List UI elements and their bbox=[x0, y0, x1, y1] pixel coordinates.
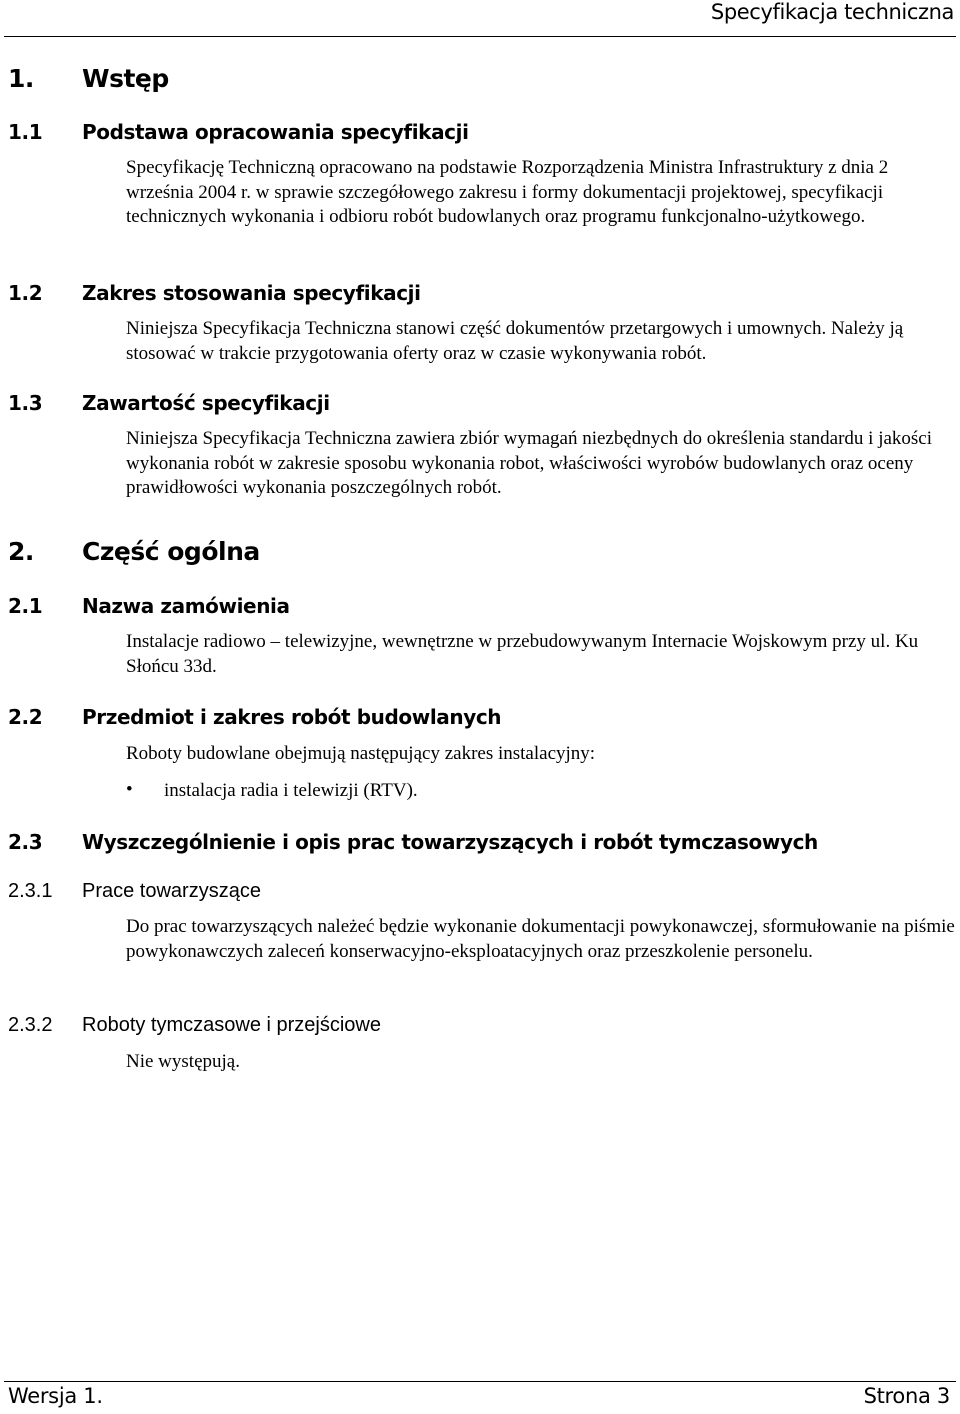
section-number: 2. bbox=[8, 537, 34, 566]
section-title: Nazwa zamówienia bbox=[82, 594, 290, 618]
section-title: Zawartość specyfikacji bbox=[82, 391, 330, 415]
footer-version: Wersja 1. bbox=[8, 1384, 103, 1408]
paragraph-2-1: Instalacje radiowo – telewizyjne, wewnętrzne w przebudowywanym Internacie Wojskowym przy ul. Ku Słońcu 33d. bbox=[126, 631, 919, 677]
section-number: 2.3 bbox=[8, 830, 43, 854]
paragraph-1-3: Niniejsza Specyfikacja Techniczna zawiera zbiór wymagań niezbędnych do określenia standardu i jakości wykonania robót w zakresie sposobu wykonania robot, właściwości wyrobów budowlanych oraz oceny prawidłowości wykonania poszczególnych robót. bbox=[126, 428, 933, 498]
section-title: Prace towarzyszące bbox=[82, 880, 261, 902]
paragraph-2-3-1: Do prac towarzyszących należeć będzie wykonanie dokumentacji powykonawczej, sformułowanie na piśmie powykonawczych zaleceń konserwacyjno-eksploatacyjnych oraz przeszkolenie personelu. bbox=[126, 916, 955, 962]
section-number: 2.1 bbox=[8, 594, 43, 618]
footer-divider bbox=[4, 1381, 956, 1382]
paragraph-1-2: Niniejsza Specyfikacja Techniczna stanowi część dokumentów przetargowych i umownych. Należy ją stosować w trakcie przygotowania oferty oraz w czasie wykonywania robót. bbox=[126, 318, 904, 364]
section-heading-2 bbox=[8, 537, 260, 566]
section-heading-2-3-2 bbox=[8, 1014, 381, 1037]
header-title: Specyfikacja techniczna bbox=[710, 0, 954, 24]
section-title: Część ogólna bbox=[82, 537, 260, 566]
section-title: Przedmiot i zakres robót budowlanych bbox=[82, 705, 502, 729]
section-number: 1.1 bbox=[8, 120, 43, 144]
bullet-icon: • bbox=[126, 779, 133, 800]
section-title: Roboty tymczasowe i przejściowe bbox=[82, 1014, 381, 1036]
paragraph-2-2: Roboty budowlane obejmują następujący zakres instalacyjny: bbox=[126, 743, 596, 764]
section-number: 1.2 bbox=[8, 281, 43, 305]
section-title: Wyszczególnienie i opis prac towarzyszących i robót tymczasowych bbox=[82, 830, 818, 854]
section-heading-1-3 bbox=[8, 391, 330, 415]
paragraph-2-3-2: Nie występują. bbox=[126, 1051, 240, 1072]
section-title: Podstawa opracowania specyfikacji bbox=[82, 120, 469, 144]
section-heading-2-1 bbox=[8, 594, 290, 618]
header-divider bbox=[4, 36, 956, 37]
section-number: 2.2 bbox=[8, 705, 43, 729]
section-title: Zakres stosowania specyfikacji bbox=[82, 281, 421, 305]
list-item-text: instalacja radia i telewizji (RTV). bbox=[164, 780, 418, 801]
section-heading-2-3-1 bbox=[8, 880, 261, 903]
footer-page-number: Strona 3 bbox=[863, 1384, 950, 1408]
section-heading-2-3 bbox=[8, 830, 818, 854]
section-number: 2.3.2 bbox=[8, 1014, 53, 1036]
section-heading-1-1 bbox=[8, 120, 469, 144]
section-heading-2-2 bbox=[8, 705, 501, 729]
section-number: 1. bbox=[8, 64, 34, 93]
section-title: Wstęp bbox=[82, 64, 169, 93]
paragraph-1-1: Specyfikację Techniczną opracowano na podstawie Rozporządzenia Ministra Infrastruktury z dnia 2 września 2004 r. w sprawie szczegółowego zakresu i formy dokumentacji projektowej, specyfikacji technicznych wykonania i odbioru robót budowlanych oraz programu funkcjonalno-użytkowego. bbox=[126, 157, 889, 227]
section-number: 1.3 bbox=[8, 391, 43, 415]
section-heading-1-2 bbox=[8, 281, 421, 305]
section-number: 2.3.1 bbox=[8, 880, 53, 902]
section-heading-1 bbox=[8, 64, 169, 93]
